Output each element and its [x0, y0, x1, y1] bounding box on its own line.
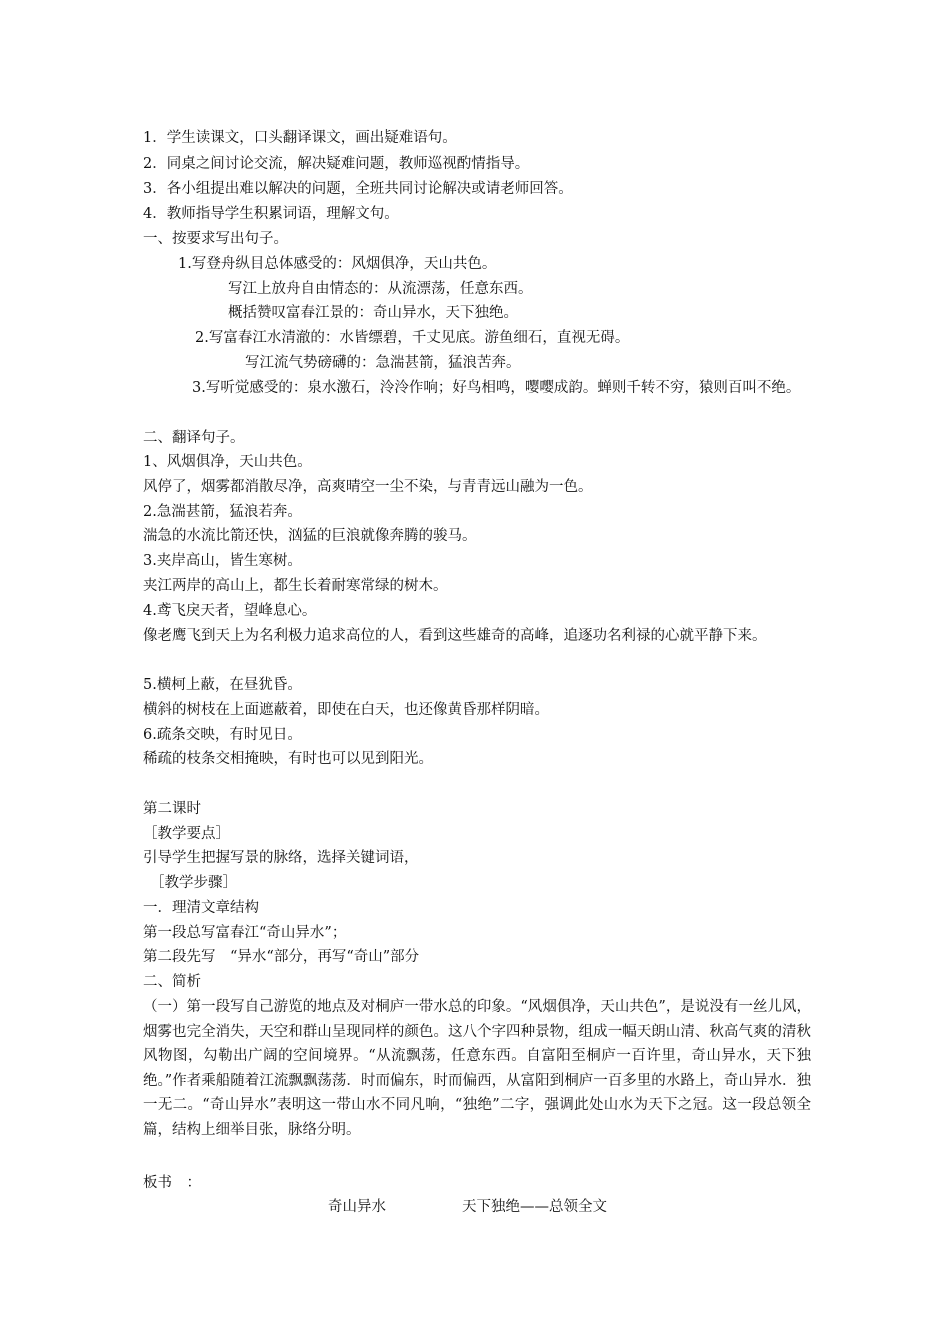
paragraph-2-summary: 第二段先写 “异水“部分，再写“奇山”部分: [143, 949, 420, 965]
step-line-4: 4．教师指导学生积累词语，理解文句。: [143, 206, 399, 222]
blackboard-label: 板书 ：: [143, 1175, 201, 1191]
translation-6: 稀疏的枝条交相掩映，有时也可以见到阳光。: [143, 751, 433, 767]
translation-1: 风停了，烟雾都消散尽净，高爽晴空一尘不染，与青青远山融为一色。: [143, 479, 593, 495]
source-sentence-5: 5.横柯上蔽，在昼犹昏。: [143, 677, 302, 693]
step-line-1: 1．学生读课文，口头翻译课文，画出疑难语句。: [143, 130, 457, 146]
section1-heading: 一、按要求写出句子。: [143, 231, 288, 247]
translation-2: 湍急的水流比箭还快，汹猛的巨浪就像奔腾的骏马。: [143, 528, 477, 544]
section1-item1: 1.写登舟纵目总体感受的：风烟俱净，天山共色。: [178, 256, 497, 272]
source-sentence-1: 1、风烟俱净，天山共色。: [143, 454, 312, 470]
translation-3: 夹江两岸的高山上，都生长着耐寒常绿的树木。: [143, 578, 448, 594]
analysis-paragraph: （一）第一段写自己游览的地点及对桐庐一带水总的印象。“风烟俱净，天山共色”，是说没有一丝儿风，烟雾也完全消失，天空和群山呈现同样的颜色。这八个字四种景物，组成一幅天朗山清、秋高气爽的清秋风物图，勾勒出广阔的空间境界。“从流飘荡，任意东西。自富阳至桐庐一百许里，奇山异水，天下独绝。”作者乘船随着江流飘飘荡荡．时而偏东，时而偏西，从富阳到桐庐一百多里的水路上，奇山异水．独一无二。“奇山异水”表明这一带山水不同凡响，“独绝”二字，强调此处山水为天下之冠。这一段总领全篇，结构上细举目张，脉络分明。: [143, 999, 811, 1138]
source-sentence-3: 3.夹岸高山，皆生寒树。: [143, 553, 302, 569]
lesson2-title: 第二课时: [143, 801, 201, 817]
teaching-points-label: ［教学要点］: [143, 826, 230, 842]
section1-item1c: 概括赞叹富春江景的：奇山异水，天下独绝。: [228, 305, 518, 321]
section1-item2: 2.写富春江水清澈的：水皆缥碧，千丈见底。游鱼细石，直视无碍。: [195, 330, 630, 346]
section1-item3: 3.写听觉感受的：泉水激石，泠泠作响；好鸟相鸣，嘤嘤成韵。蝉则千转不穷，猿则百叫不绝。: [192, 380, 801, 396]
step-line-3: 3．各小组提出难以解决的问题，全班共同讨论解决或请老师回答。: [143, 181, 573, 197]
translation-5: 横斜的树枝在上面遮蔽着，即使在白天，也还像黄昏那样阴暗。: [143, 702, 549, 718]
source-sentence-2: 2.急湍甚箭，猛浪若奔。: [143, 504, 302, 520]
paragraph-1-summary: 第一段总写富春江“奇山异水”；: [143, 925, 347, 941]
section1-item2b: 写江流气势磅礴的：急湍甚箭，猛浪苦奔。: [245, 355, 521, 371]
step-line-2: 2．同桌之间讨论交流，解决疑难问题，教师巡视酌情指导。: [143, 156, 530, 172]
section1-item1b: 写江上放舟自由情态的：从流漂荡，任意东西。: [228, 281, 533, 297]
translation-4: 像老鹰飞到天上为名利极力追求高位的人，看到这些雄奇的高峰，追逐功名利禄的心就平静下来。: [143, 628, 767, 644]
blackboard-item-1: 奇山异水: [328, 1199, 386, 1215]
source-sentence-4: 4.鸢飞戾天者，望峰息心。: [143, 603, 317, 619]
section2-heading: 二、翻译句子。: [143, 430, 245, 446]
teaching-steps-label: ［教学步骤］: [150, 875, 237, 891]
blackboard-item-2: 天下独绝——总领全文: [462, 1199, 607, 1215]
teaching-points: 引导学生把握写景的脉络，选择关键词语，: [143, 850, 419, 866]
step-structure: 一．理清文章结构: [143, 900, 259, 916]
step-analysis: 二、简析: [143, 974, 201, 990]
source-sentence-6: 6.疏条交映，有时见日。: [143, 727, 302, 743]
